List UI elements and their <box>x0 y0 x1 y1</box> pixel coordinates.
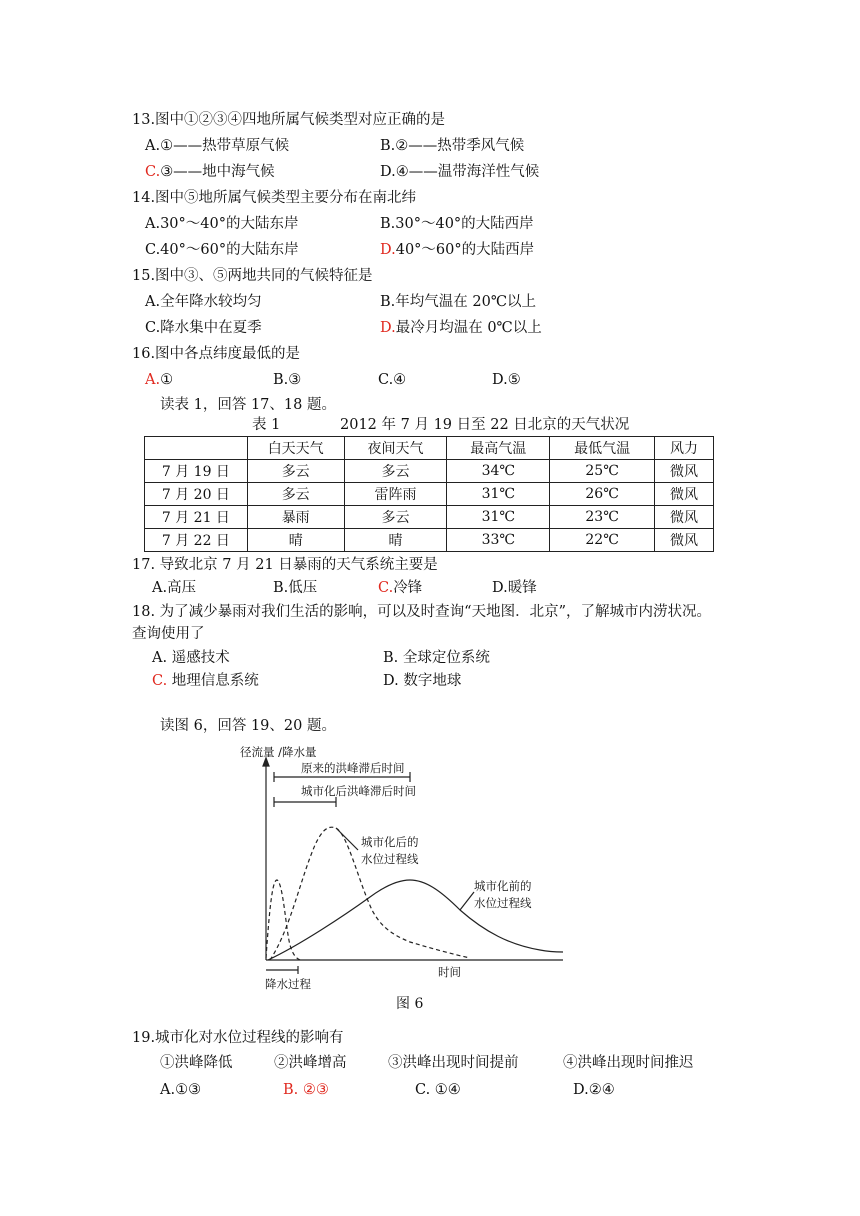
q19-option-d: D.②④ <box>573 1082 615 1098</box>
figure-caption: 图 6 <box>396 996 424 1012</box>
q13-option-a: A.①——热带草原气候 <box>145 138 290 154</box>
after-label-leader <box>336 828 358 850</box>
figure-intro: 读图 6，回答 19、20 题。 <box>160 718 336 734</box>
q16-answer-letter: A. <box>145 372 161 388</box>
q19-stem: 19.城市化对水位过程线的影响有 <box>132 1030 344 1046</box>
before-label-line2: 水位过程线 <box>474 896 532 910</box>
table-cell: 31℃ <box>447 506 550 529</box>
q18-option-d: D. 数字地球 <box>383 673 462 689</box>
table-cell: 多云 <box>344 506 447 529</box>
q18-stem-line1: 18. 为了减少暴雨对我们生活的影响，可以及时查询“天地图．北京”，了解城市内涝状况。 <box>132 604 711 620</box>
q13-option-d: D.④——温带海洋性气候 <box>380 164 540 180</box>
after-label-line1: 城市化后的 <box>361 835 419 849</box>
q18-option-a: A. 遥感技术 <box>152 650 230 666</box>
q15-option-a: A.全年降水较均匀 <box>145 294 262 310</box>
table-cell: 微风 <box>655 460 714 483</box>
x-axis-label: 时间 <box>438 965 461 979</box>
q16-option-b: B.③ <box>273 372 302 388</box>
table-cell: 7 月 20 日 <box>145 483 248 506</box>
q19-statement-3: ③洪峰出现时间提前 <box>388 1055 519 1071</box>
q17-stem: 17. 导致北京 7 月 21 日暴雨的天气系统主要是 <box>132 557 438 573</box>
q14-answer-letter: D. <box>380 242 396 258</box>
q13-option-c-text: ③——地中海气候 <box>160 164 275 180</box>
q17-option-d: D.暖锋 <box>492 580 537 596</box>
q16-stem: 16.图中各点纬度最低的是 <box>132 346 301 362</box>
q14-option-a: A.30°～40°的大陆东岸 <box>145 216 299 232</box>
q13-answer-letter: C. <box>145 164 161 180</box>
table-cell: 22℃ <box>550 529 655 552</box>
q17-option-b: B.低压 <box>273 580 318 596</box>
table-cell: 23℃ <box>550 506 655 529</box>
table-cell: 微风 <box>655 506 714 529</box>
table-cell: 26℃ <box>550 483 655 506</box>
table-cell: 33℃ <box>447 529 550 552</box>
q13-stem: 13.图中①②③④四地所属气候类型对应正确的是 <box>132 112 446 128</box>
y-axis-label: 径流量 /降水量 <box>240 745 317 759</box>
rain-process-label: 降水过程 <box>265 977 311 991</box>
table-cell: 多云 <box>344 460 447 483</box>
table-header-cell: 白天天气 <box>247 437 344 460</box>
rainfall-curve <box>266 880 300 960</box>
q18-option-c-text: 地理信息系统 <box>167 673 259 689</box>
table-cell: 暴雨 <box>247 506 344 529</box>
y-axis-arrow <box>263 758 269 766</box>
q18-stem-line2: 查询使用了 <box>132 626 205 642</box>
table-header-cell: 最高气温 <box>447 437 550 460</box>
table-cell: 晴 <box>247 529 344 552</box>
table-cell: 微风 <box>655 529 714 552</box>
table-intro: 读表 1，回答 17、18 题。 <box>160 397 336 413</box>
q14-option-b: B.30°～40°的大陆西岸 <box>380 216 534 232</box>
q18-option-b: B. 全球定位系统 <box>383 650 490 666</box>
table-cell: 7 月 22 日 <box>145 529 248 552</box>
table-label: 表 1 <box>252 417 281 433</box>
q18-answer-letter: C. <box>152 673 168 689</box>
before-label-line1: 城市化前的 <box>474 879 532 893</box>
q16-option-a-text: ① <box>160 372 174 388</box>
q15-option-b: B.年均气温在 20℃以上 <box>380 294 537 310</box>
q19-option-a: A.①③ <box>160 1082 202 1098</box>
q17-option-a: A.高压 <box>152 580 197 596</box>
table-cell: 7 月 21 日 <box>145 506 248 529</box>
table-cell: 多云 <box>247 483 344 506</box>
q14-option-d-text: 40°～60°的大陆西岸 <box>395 242 535 258</box>
q16-option-d: D.⑤ <box>492 372 521 388</box>
urban-lag-label: 城市化后洪峰滞后时间 <box>301 784 416 798</box>
q15-answer-letter: D. <box>380 320 396 336</box>
table-cell: 34℃ <box>447 460 550 483</box>
table-title: 2012 年 7 月 19 日至 22 日北京的天气状况 <box>340 417 630 433</box>
q19-option-b-answer: B. ②③ <box>283 1082 329 1098</box>
table-cell: 微风 <box>655 483 714 506</box>
table-cell: 雷阵雨 <box>344 483 447 506</box>
table-header-cell: 最低气温 <box>550 437 655 460</box>
q19-statement-4: ④洪峰出现时间推迟 <box>563 1055 694 1071</box>
q15-option-c: C.降水集中在夏季 <box>145 320 262 336</box>
table-cell: 多云 <box>247 460 344 483</box>
after-label-line2: 水位过程线 <box>361 852 419 866</box>
q19-statement-2: ②洪峰增高 <box>274 1055 347 1071</box>
table-header-cell: 夜间天气 <box>344 437 447 460</box>
table-cell: 25℃ <box>550 460 655 483</box>
q15-option-d-text: 最冷月均温在 0℃以上 <box>395 320 542 336</box>
table-cell: 7 月 19 日 <box>145 460 248 483</box>
table-cell: 晴 <box>344 529 447 552</box>
q19-statement-1: ①洪峰降低 <box>160 1055 233 1071</box>
q17-option-c-text: 冷锋 <box>393 580 423 596</box>
q14-stem: 14.图中⑤地所属气候类型主要分布在南北纬 <box>132 190 417 206</box>
q14-option-c: C.40°～60°的大陆东岸 <box>145 242 299 258</box>
q19-option-c: C. ①④ <box>415 1082 461 1098</box>
table-cell: 31℃ <box>447 483 550 506</box>
q16-option-c: C.④ <box>378 372 407 388</box>
table-header-cell: 风力 <box>655 437 714 460</box>
original-lag-label: 原来的洪峰滞后时间 <box>301 761 405 775</box>
q13-option-b: B.②——热带季风气候 <box>380 138 525 154</box>
q17-answer-letter: C. <box>378 580 394 596</box>
before-label-leader <box>460 892 474 910</box>
q15-stem: 15.图中③、⑤两地共同的气候特征是 <box>132 268 373 284</box>
